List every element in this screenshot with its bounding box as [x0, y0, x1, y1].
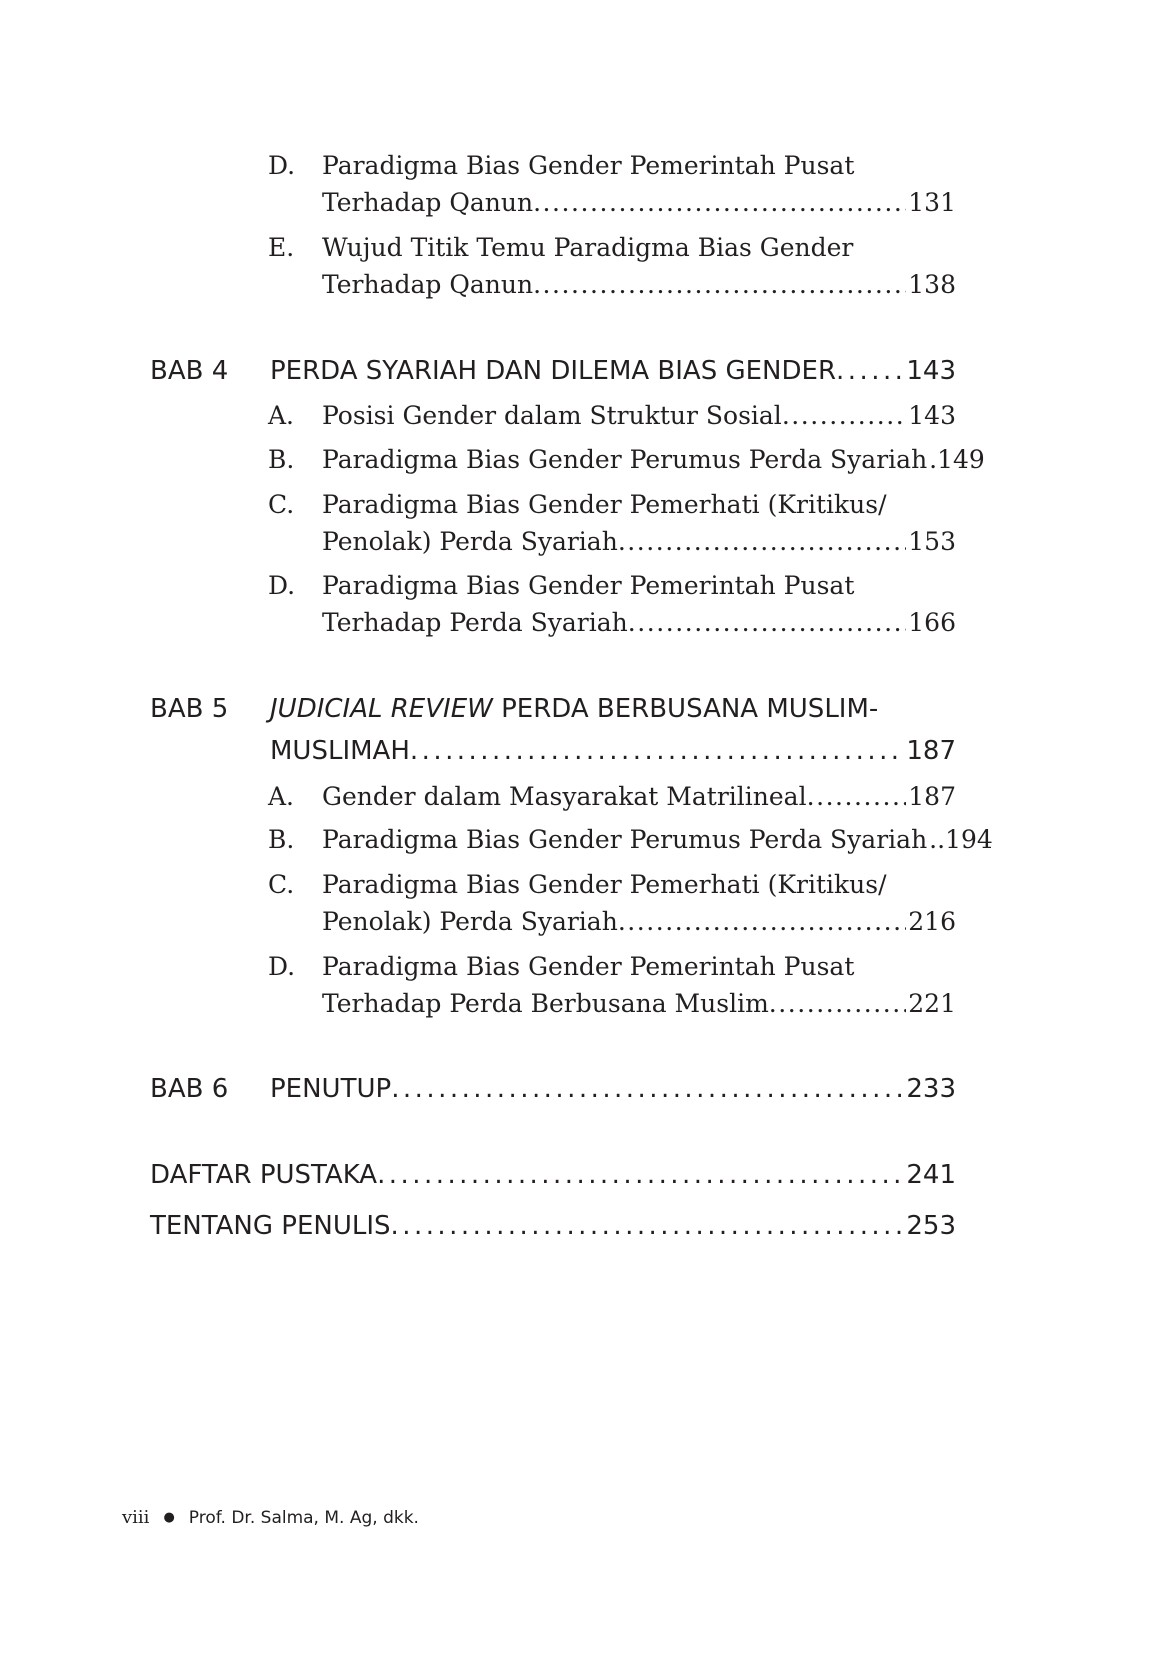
toc-item-letter: D. [268, 952, 296, 981]
page-number: 143 [906, 356, 956, 386]
page-number: 187 [906, 736, 956, 766]
toc-item-title: Paradigma Bias Gender Perumus Perda Syariah [322, 445, 928, 474]
section-title: TENTANG PENULIS [150, 1211, 391, 1241]
footer-author: Prof. Dr. Salma, M. Ag, dkk. [188, 1508, 419, 1528]
dot-leader [618, 527, 906, 556]
chapter-title: PERDA SYARIAH DAN DILEMA BIAS GENDER [270, 356, 837, 386]
toc-item-bab4-a[interactable] [322, 401, 956, 430]
page-number-roman: viii [122, 1507, 150, 1528]
toc-item-title: Terhadap Perda Syariah [322, 608, 628, 637]
dot-leader [782, 401, 906, 430]
chapter-title-line1 [270, 694, 878, 724]
dot-leader [807, 782, 907, 811]
toc-daftar-pustaka[interactable] [150, 1160, 956, 1190]
dot-leader [836, 356, 902, 386]
page-number: 131 [908, 188, 956, 217]
dot-leader [391, 1211, 903, 1241]
section-title: DAFTAR PUSTAKA [150, 1160, 378, 1190]
toc-item-bab4-d[interactable] [322, 608, 956, 637]
page-number: ..194 [929, 825, 993, 854]
toc-item-letter: E. [268, 233, 295, 262]
toc-item-letter: D. [268, 151, 296, 180]
dot-leader [533, 188, 906, 217]
toc-item-title: Terhadap Qanun [322, 270, 534, 299]
page-number: 221 [908, 989, 956, 1018]
chapter-title-rest: PERDA BERBUSANA MUSLIM- [492, 694, 879, 724]
toc-item-title: Wujud Titik Temu Paradigma Bias Gender [322, 233, 854, 262]
toc-item-bab5-d[interactable] [322, 989, 956, 1018]
chapter-heading-bab6[interactable] [270, 1074, 956, 1104]
chapter-heading-bab4[interactable] [270, 356, 956, 386]
page-number: .149 [929, 445, 985, 474]
toc-item-title: Penolak) Perda Syariah [322, 527, 618, 556]
toc-item-title: Paradigma Bias Gender Pemerhati (Kritikus/ [322, 490, 887, 519]
toc-item-letter: C. [268, 870, 295, 899]
toc-item-letter: C. [268, 490, 295, 519]
dot-leader [410, 736, 902, 766]
toc-item-bab5-c[interactable] [322, 907, 956, 936]
toc-item-title: Paradigma Bias Gender Pemerintah Pusat [322, 571, 855, 600]
toc-item-title: Penolak) Perda Syariah [322, 907, 618, 936]
dot-leader [391, 1074, 902, 1104]
page-number: 216 [908, 907, 956, 936]
toc-item-title: Terhadap Perda Berbusana Muslim [322, 989, 769, 1018]
toc-item-letter: D. [268, 571, 296, 600]
page-number: 253 [906, 1211, 956, 1241]
toc-item-title: Terhadap Qanun [322, 188, 534, 217]
chapter-title-italic: JUDICIAL REVIEW [270, 694, 493, 724]
toc-item-d-qanun[interactable] [322, 188, 956, 217]
chapter-label: BAB 5 [150, 694, 229, 724]
page-number: 138 [908, 270, 956, 299]
dot-leader [533, 270, 906, 299]
bullet-icon: ● [163, 1510, 175, 1525]
toc-item-title: Posisi Gender dalam Struktur Sosial [322, 401, 782, 430]
toc-item-bab5-a[interactable] [322, 782, 956, 811]
dot-leader [769, 989, 907, 1018]
toc-item-bab5-b[interactable] [322, 825, 993, 854]
page-number: 153 [908, 527, 956, 556]
toc-item-title: Paradigma Bias Gender Perumus Perda Syariah [322, 825, 928, 854]
toc-item-letter: A. [268, 401, 295, 430]
dot-leader [618, 907, 906, 936]
toc-item-letter: B. [268, 445, 295, 474]
chapter-title: PENUTUP [270, 1074, 392, 1104]
toc-item-bab4-c[interactable] [322, 527, 956, 556]
toc-item-e-qanun[interactable] [322, 270, 956, 299]
chapter-title: MUSLIMAH [270, 736, 410, 766]
toc-item-title: Paradigma Bias Gender Pemerintah Pusat [322, 952, 855, 981]
page-number: 187 [908, 782, 956, 811]
toc-item-title: Paradigma Bias Gender Pemerintah Pusat [322, 151, 855, 180]
chapter-label: BAB 6 [150, 1074, 229, 1104]
toc-tentang-penulis[interactable] [150, 1211, 956, 1241]
page-number: 233 [906, 1074, 956, 1104]
toc-item-title: Paradigma Bias Gender Pemerhati (Kritikus/ [322, 870, 887, 899]
page-number: 166 [908, 608, 956, 637]
page-footer [122, 1507, 419, 1528]
page-number: 143 [908, 401, 956, 430]
page-number: 241 [906, 1160, 956, 1190]
toc-item-title: Gender dalam Masyarakat Matrilineal [322, 782, 807, 811]
toc-item-bab4-b[interactable] [322, 445, 985, 474]
chapter-label: BAB 4 [150, 356, 229, 386]
toc-item-letter: B. [268, 825, 295, 854]
dot-leader [377, 1160, 902, 1190]
dot-leader [628, 608, 907, 637]
toc-item-letter: A. [268, 782, 295, 811]
chapter-heading-bab5[interactable] [270, 736, 956, 766]
